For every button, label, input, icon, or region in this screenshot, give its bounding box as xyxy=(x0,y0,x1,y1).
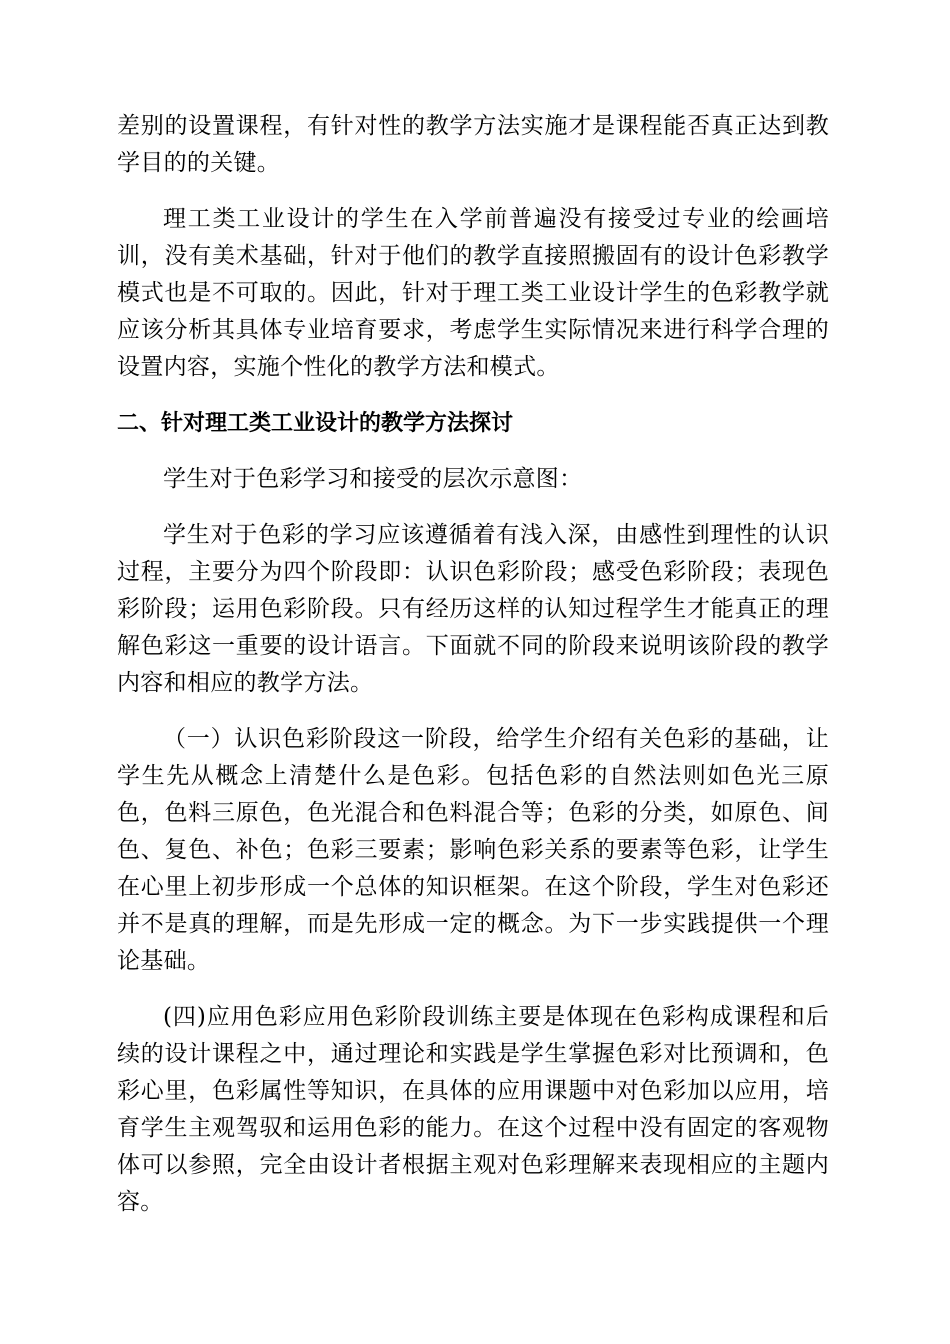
paragraph-stage-one: （一）认识色彩阶段这一阶段，给学生介绍有关色彩的基础，让学生先从概念上清楚什么是色彩。包括色彩的自然法则如色光三原色，色料三原色，色光混合和色料混合等；色彩的分类，如原色、间色、复色、补色；色彩三要素；影响色彩关系的要素等色彩，让学生在心里上初步形成一个总体的知识框架。在这个阶段，学生对色彩还并不是真的理解，而是先形成一定的概念。为下一步实践提供一个理论基础。 xyxy=(117,726,829,974)
paragraph-diagram-caption: 学生对于色彩学习和接受的层次示意图： xyxy=(163,466,583,492)
section-heading: 二、针对理工类工业设计的教学方法探讨 xyxy=(117,411,514,436)
paragraph-stage-four: (四)应用色彩应用色彩阶段训练主要是体现在色彩构成课程和后续的设计课程之中，通过理论和实践是学生掌握色彩对比预调和，色彩心里，色彩属性等知识，在具体的应用课题中对色彩加以应用，培育学生主观驾驭和运用色彩的能力。在这个过程中没有固定的客观物体可以参照，完全由设计者根据主观对色彩理解来表现相应的主题内容。 xyxy=(117,1004,829,1215)
paragraph-four-stages: 学生对于色彩的学习应该遵循着有浅入深，由感性到理性的认识过程，主要分为四个阶段即：认识色彩阶段；感受色彩阶段；表现色彩阶段；运用色彩阶段。只有经历这样的认知过程学生才能真正的理解色彩这一重要的设计语言。下面就不同的阶段来说明该阶段的教学内容和相应的教学方法。 xyxy=(117,522,829,696)
paragraph-background: 理工类工业设计的学生在入学前普遍没有接受过专业的绘画培训，没有美术基础，针对于他们的教学直接照搬固有的设计色彩教学模式也是不可取的。因此，针对于理工类工业设计学生的色彩教学就应该分析其具体专业培育要求，考虑学生实际情况来进行科学合理的设置内容，实施个性化的教学方法和模式。 xyxy=(117,206,829,380)
paragraph-continuation: 差别的设置课程，有针对性的教学方法实施才是课程能否真正达到教学目的的关键。 xyxy=(117,113,829,176)
document-page xyxy=(117,108,829,1240)
